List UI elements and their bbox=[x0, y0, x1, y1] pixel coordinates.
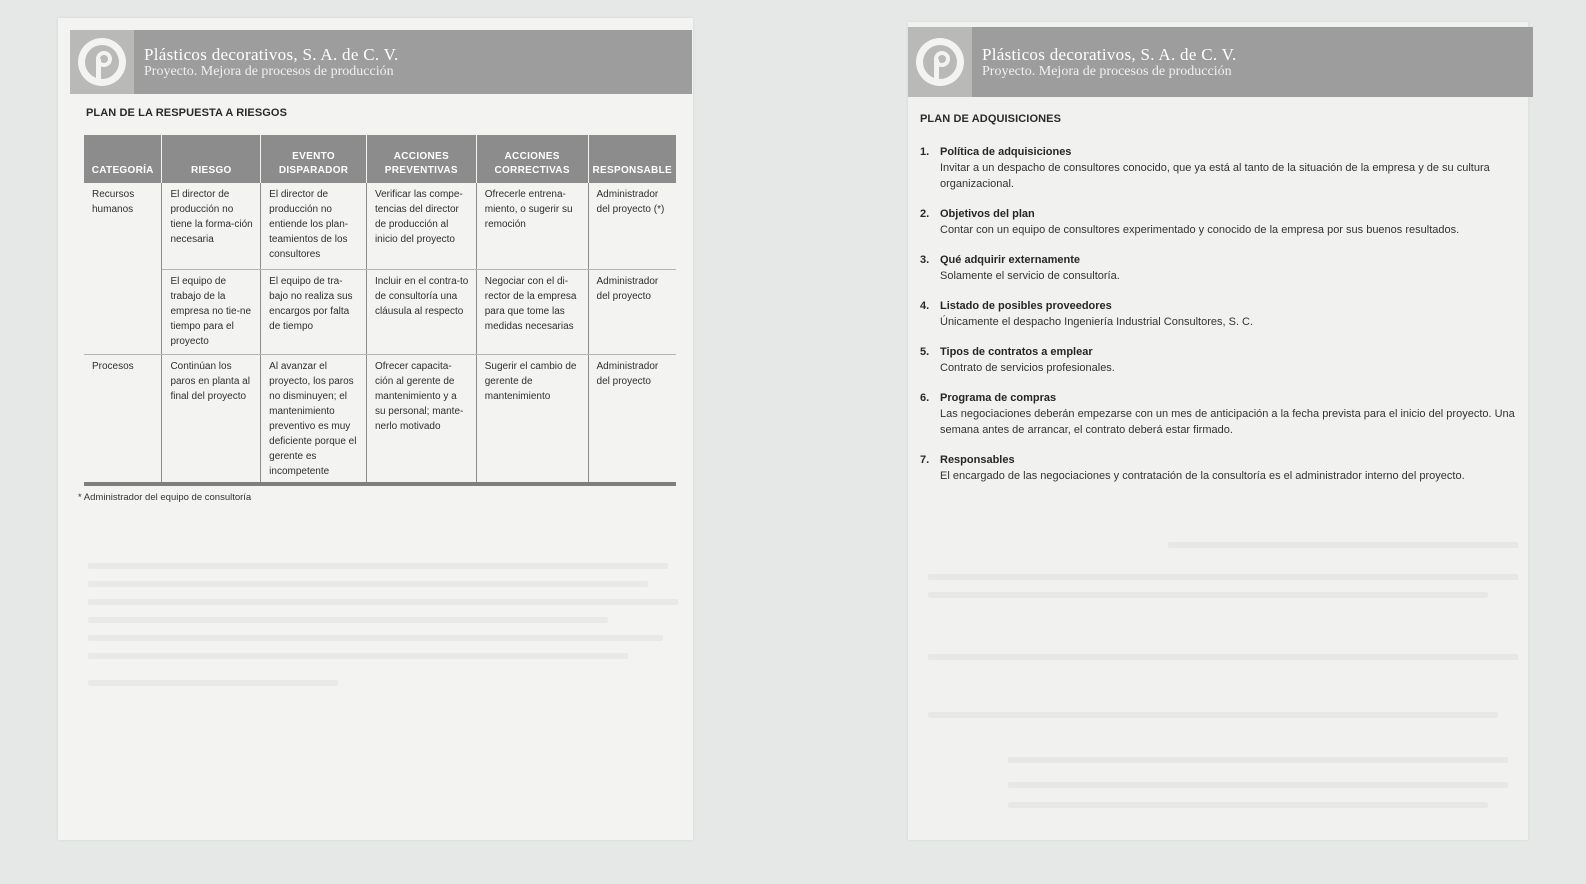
item-number: 2. bbox=[920, 208, 930, 220]
trigger-cell: El equipo de tra-bajo no realiza sus encargos por falta de tiempo bbox=[261, 269, 367, 354]
acquisitions-list bbox=[920, 144, 1520, 498]
table-row bbox=[84, 183, 676, 269]
list-item bbox=[920, 206, 1520, 238]
table-footnote: * Administrador del equipo de consultoría bbox=[78, 492, 252, 503]
table-row bbox=[84, 269, 676, 354]
item-number: 4. bbox=[920, 300, 930, 312]
preventive-cell: Incluir en el contra-to de consultoría una cláusula al respecto bbox=[366, 269, 476, 354]
logo bbox=[908, 27, 972, 97]
column-header: EVENTO DISPARADOR bbox=[261, 135, 367, 183]
risk-plan-page bbox=[58, 18, 693, 840]
acquisitions-plan-page bbox=[908, 22, 1528, 840]
logo bbox=[70, 30, 134, 94]
item-title: Qué adquirir externamente bbox=[940, 254, 1080, 266]
preventive-cell: Verificar las compe-tencias del director de producción al inicio del proyecto bbox=[366, 183, 476, 269]
p-circle-logo-icon bbox=[75, 35, 129, 89]
item-title: Programa de compras bbox=[940, 392, 1057, 404]
risk-cell: El director de producción no tiene la forma-ción necesaria bbox=[162, 183, 261, 269]
category-cell: Recursos humanos bbox=[84, 183, 162, 269]
risk-plan-heading: PLAN DE LA RESPUESTA A RIESGOS bbox=[86, 107, 288, 119]
item-title: Listado de posibles proveedores bbox=[940, 300, 1112, 312]
responsible-cell: Administrador del proyecto bbox=[588, 354, 676, 484]
table-header-row bbox=[84, 135, 676, 183]
corrective-cell: Sugerir el cambio de gerente de mantenimiento bbox=[476, 354, 588, 484]
p-circle-logo-icon bbox=[913, 35, 967, 89]
item-number: 6. bbox=[920, 392, 930, 404]
company-name: Plásticos decorativos, S. A. de C. V. bbox=[144, 44, 399, 64]
list-item bbox=[920, 252, 1520, 284]
item-number: 3. bbox=[920, 254, 930, 266]
acquisitions-heading: PLAN DE ADQUISICIONES bbox=[920, 113, 1062, 125]
item-text: Las negociaciones deberán empezarse con un mes de anticipación a la fecha prevista para el inicio del proyecto. Una semana antes de arrancar, el contrato deberá estar firmado. bbox=[940, 408, 1515, 436]
list-item bbox=[920, 390, 1520, 438]
risk-response-table bbox=[84, 135, 676, 486]
list-item bbox=[920, 344, 1520, 376]
item-text: Solamente el servicio de consultoría. bbox=[940, 270, 1120, 282]
category-cell bbox=[84, 269, 162, 354]
item-text: Únicamente el despacho Ingeniería Industrial Consultores, S. C. bbox=[940, 316, 1254, 328]
company-banner bbox=[908, 27, 1533, 97]
corrective-cell: Negociar con el di-rector de la empresa para que tome las medidas necesarias bbox=[476, 269, 588, 354]
item-title: Política de adquisiciones bbox=[940, 146, 1072, 158]
responsible-cell: Administrador del proyecto bbox=[588, 269, 676, 354]
item-text: Contrato de servicios profesionales. bbox=[940, 362, 1115, 374]
trigger-cell: El director de producción no entiende los plan-teamientos de los consultores bbox=[261, 183, 367, 269]
list-item bbox=[920, 298, 1520, 330]
preventive-cell: Ofrecer capacita-ción al gerente de mantenimiento y a su personal; mante-nerlo motivado bbox=[366, 354, 476, 484]
column-header: CATEGORÍA bbox=[84, 135, 162, 183]
item-number: 1. bbox=[920, 146, 930, 158]
corrective-cell: Ofrecerle entrena-miento, o sugerir su remoción bbox=[476, 183, 588, 269]
project-name: Proyecto. Mejora de procesos de producción bbox=[982, 63, 1232, 79]
list-item bbox=[920, 144, 1520, 192]
item-title: Tipos de contratos a emplear bbox=[940, 346, 1093, 358]
item-text: Invitar a un despacho de consultores conocido, que ya está al tanto de la situación de la empresa y de su cultura organizacional. bbox=[940, 162, 1490, 190]
list-item bbox=[920, 452, 1520, 484]
project-name: Proyecto. Mejora de procesos de producción bbox=[144, 63, 394, 79]
column-header: ACCIONES PREVENTIVAS bbox=[366, 135, 476, 183]
risk-cell: El equipo de trabajo de la empresa no tie-ne tiempo para el proyecto bbox=[162, 269, 261, 354]
risk-cell: Continúan los paros en planta al final del proyecto bbox=[162, 354, 261, 484]
column-header: RESPONSABLE bbox=[588, 135, 676, 183]
item-title: Objetivos del plan bbox=[940, 208, 1035, 220]
item-number: 7. bbox=[920, 454, 930, 466]
column-header: RIESGO bbox=[162, 135, 261, 183]
item-text: El encargado de las negociaciones y contratación de la consultoría es el administrador interno del proyecto. bbox=[940, 470, 1465, 482]
column-header: ACCIONES CORRECTIVAS bbox=[476, 135, 588, 183]
item-text: Contar con un equipo de consultores experimentado y conocido de la empresa por sus buenos resultados. bbox=[940, 224, 1460, 236]
item-number: 5. bbox=[920, 346, 930, 358]
company-name: Plásticos decorativos, S. A. de C. V. bbox=[982, 44, 1237, 64]
table-row bbox=[84, 354, 676, 484]
category-cell: Procesos bbox=[84, 354, 162, 484]
item-title: Responsables bbox=[940, 454, 1015, 466]
company-banner bbox=[70, 30, 692, 94]
responsible-cell: Administrador del proyecto (*) bbox=[588, 183, 676, 269]
trigger-cell: Al avanzar el proyecto, los paros no disminuyen; el mantenimiento preventivo es muy deficiente porque el gerente es incompetente bbox=[261, 354, 367, 484]
